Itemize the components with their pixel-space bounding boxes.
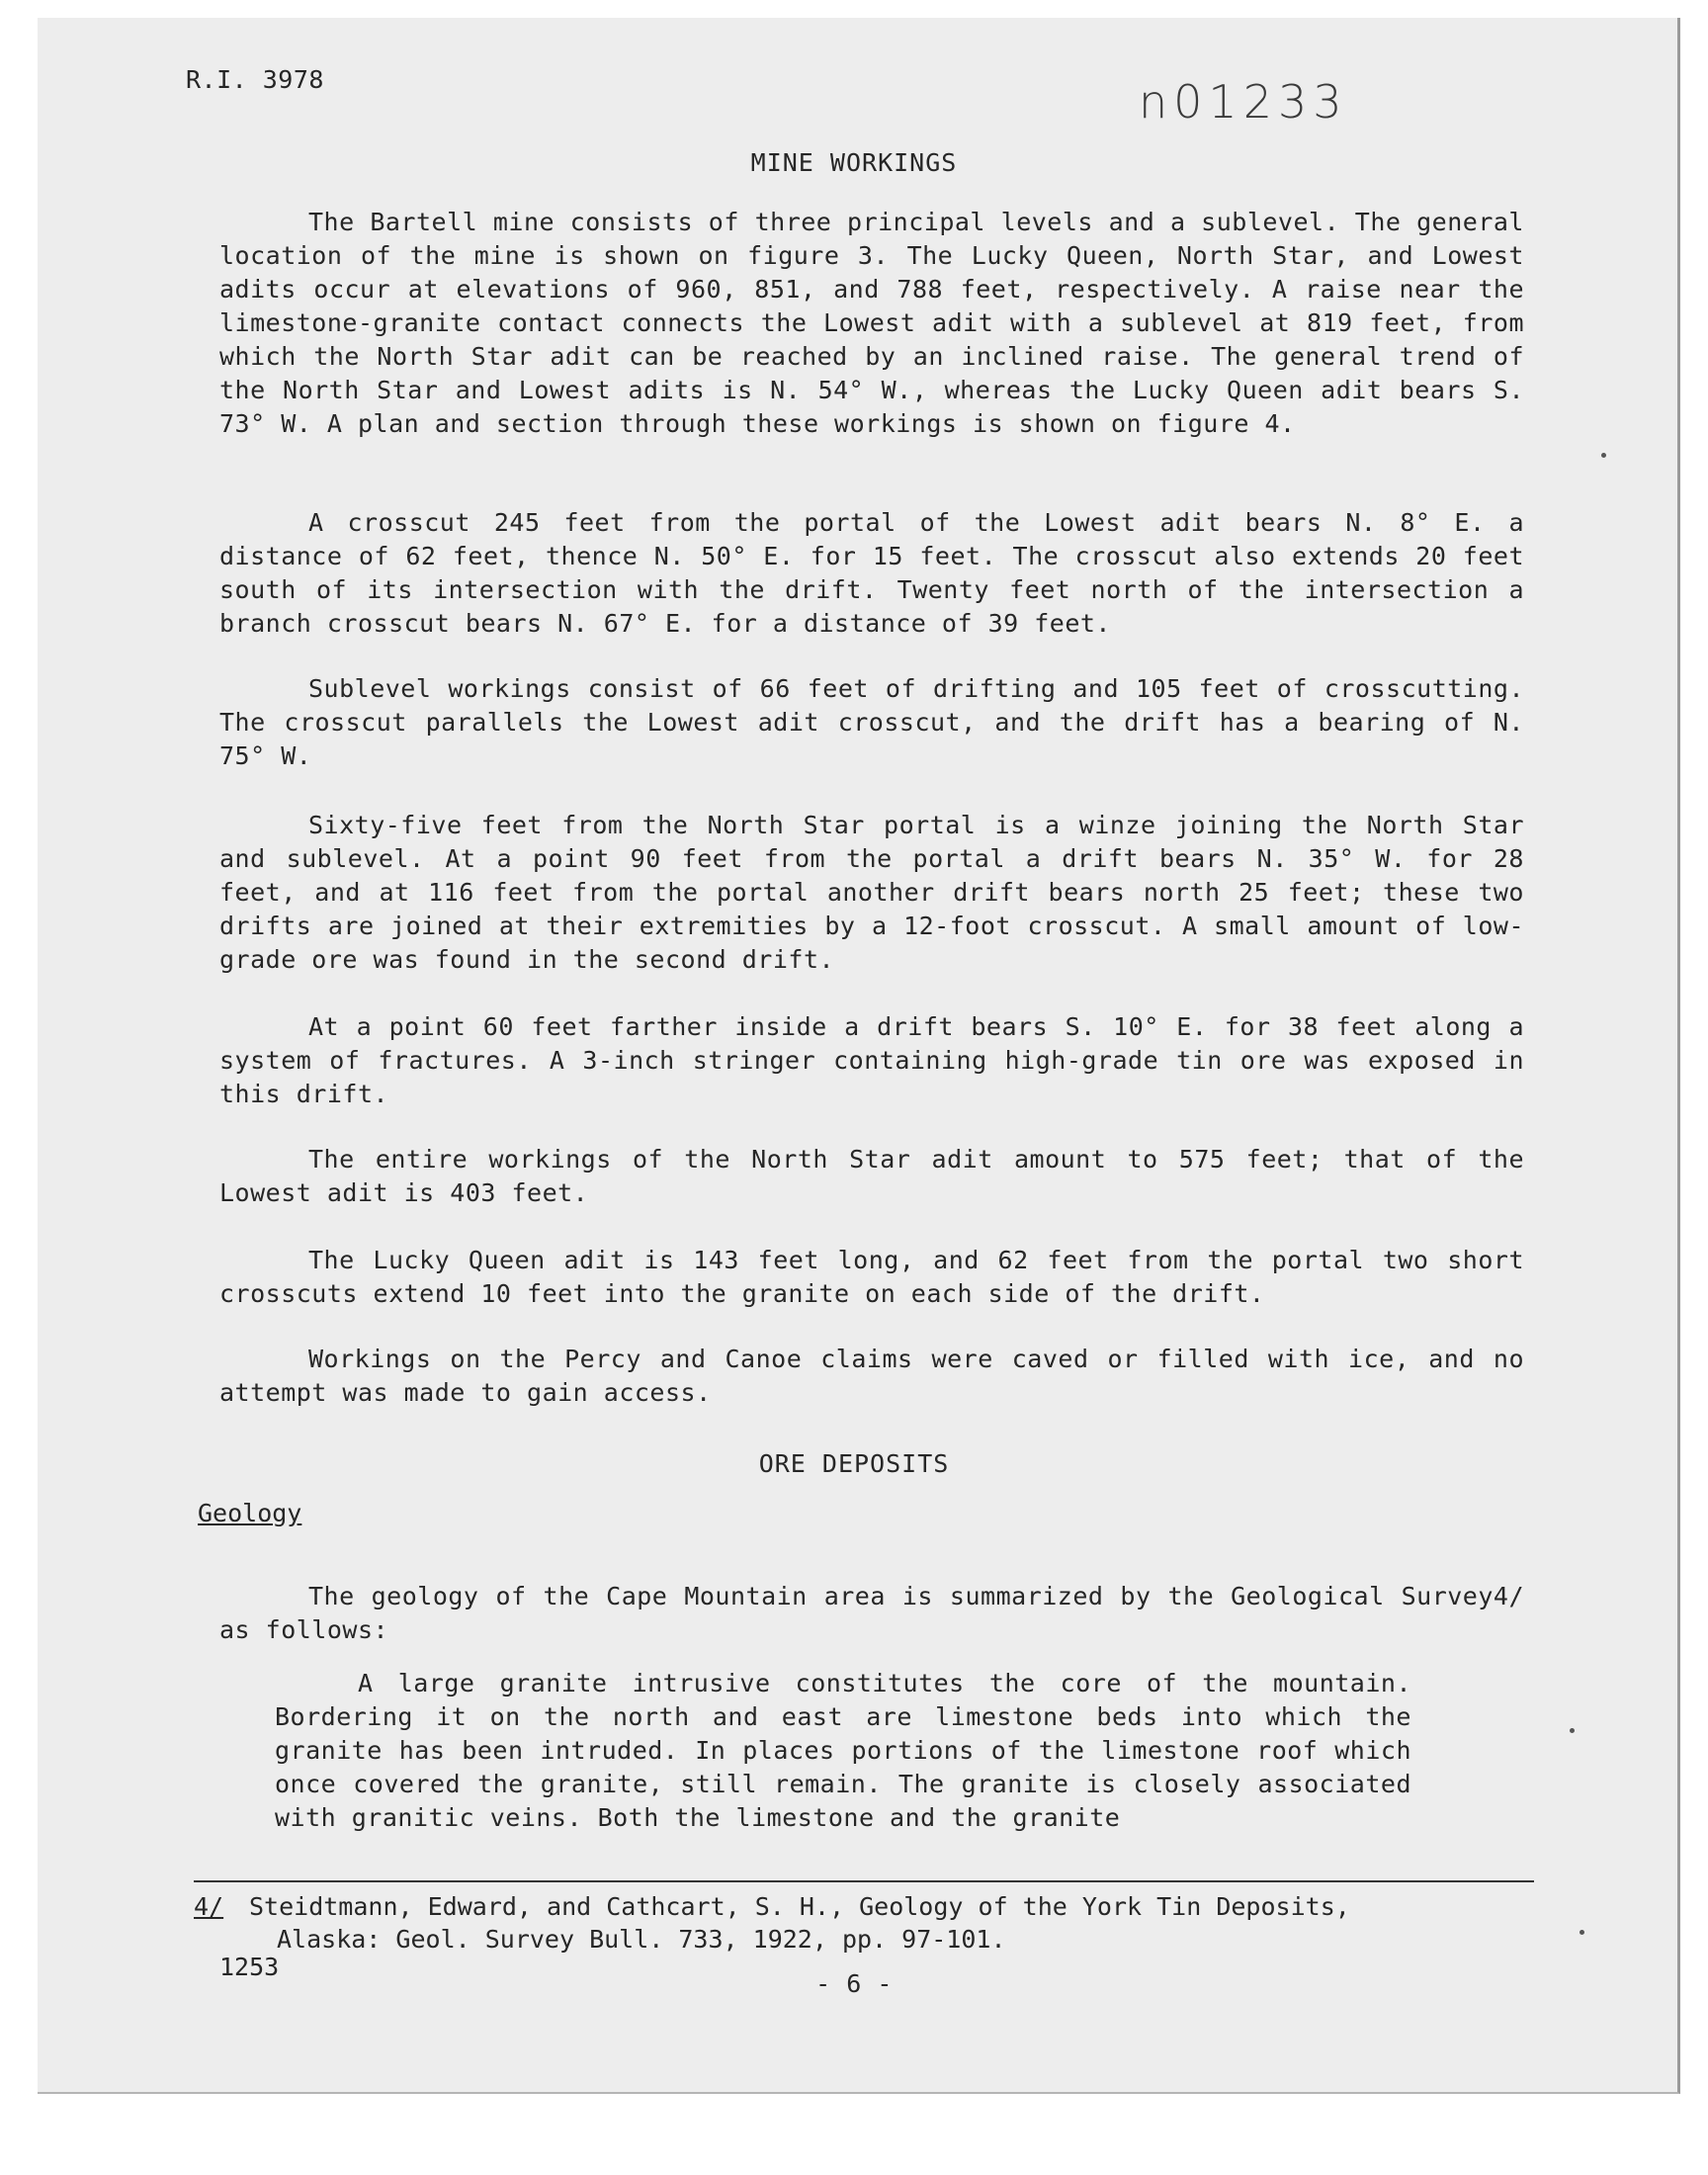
scan-speck <box>1570 1728 1575 1733</box>
paragraph-geology-intro: The geology of the Cape Mountain area is summarized by the Geological Survey4/ as follows: <box>219 1582 1524 1644</box>
paragraph-percy-canoe: Workings on the Percy and Canoe claims were caved or filled with ice, and no attempt was made to gain access. <box>219 1345 1524 1407</box>
paragraph-lucky-queen: The Lucky Queen adit is 143 feet long, and 62 feet from the portal two short crosscuts extend 10 feet into the granite on each side of the drift. <box>219 1246 1524 1308</box>
footnote-citation-line-2: Alaska: Geol. Survey Bull. 733, 1922, pp. 97-101. <box>277 1925 1006 1954</box>
section-title-ore-deposits: ORE DEPOSITS <box>758 1449 950 1478</box>
paragraph-north-star: Sixty-five feet from the North Star portal is a winze joining the North Star and sublevel. At a point 90 feet from the portal a drift bears N. 35° W. for 28 feet, and at 116 feet from the portal another drift bears north 25 feet; these two drifts are joined at their extremities by a 12-foot crosscut. A small amount of low-grade ore was found in the second drift. <box>219 811 1524 974</box>
footnote-divider <box>194 1880 1534 1882</box>
paragraph-crosscut: A crosscut 245 feet from the portal of the Lowest adit bears N. 8° E. a distance of 62 feet, thence N. 50° E. for 15 feet. The crosscut also extends 20 feet south of its intersection with the drift. Twenty feet north of the intersection a branch crosscut bears N. 67° E. for a distance of 39 feet. <box>219 508 1524 638</box>
paragraph-total-workings: The entire workings of the North Star adit amount to 575 feet; that of the Lowest adit is 403 feet. <box>219 1145 1524 1207</box>
paragraph-sublevel: Sublevel workings consist of 66 feet of drifting and 105 feet of crosscutting. The crosscut parallels the Lowest adit crosscut, and the drift has a bearing of N. 75° W. <box>219 674 1524 770</box>
footnote-citation-line-1: Steidtmann, Edward, and Cathcart, S. H., Geology of the York Tin Deposits, <box>249 1892 1350 1921</box>
quoted-geology-summary: A large granite intrusive constitutes the core of the mountain. Bordering it on the north and east are limestone beds into which the granite has been intruded. In places portions of the limestone roof which once covered the granite, still remain. The granite is closely associated with granitic veins. Both the limestone and the granite <box>275 1669 1411 1832</box>
scan-speck <box>1601 453 1606 458</box>
stamp-number: n01233 <box>1139 75 1348 129</box>
subheading-geology: Geology <box>198 1499 302 1527</box>
paragraph-mine-overview: The Bartell mine consists of three principal levels and a sublevel. The general location of the mine is shown on figure 3. The Lucky Queen, North Star, and Lowest adits occur at elevations of 960, 851, and 788 feet, respectively. A raise near the limestone-granite contact connects the Lowest adit with a sublevel at 819 feet, from which the North Star adit can be reached by an inclined raise. The general trend of the North Star and Lowest adits is N. 54° W., whereas the Lucky Queen adit bears S. 73° W. A plan and section through these workings is shown on figure 4. <box>219 208 1524 438</box>
footnote <box>194 1890 1534 1956</box>
scan-margin <box>0 2101 1708 2175</box>
paragraph-drift-fractures: At a point 60 feet farther inside a drift bears S. 10° E. for 38 feet along a system of fractures. A 3-inch stringer containing high-grade tin ore was exposed in this drift. <box>219 1012 1524 1108</box>
page-code: 1253 <box>219 1953 280 1981</box>
footnote-marker: 4/ <box>194 1892 224 1921</box>
scan-speck <box>1580 1930 1584 1935</box>
section-title-mine-workings: MINE WORKINGS <box>750 148 958 177</box>
page-number: - 6 - <box>815 1969 893 1998</box>
report-id: R.I. 3978 <box>186 65 324 94</box>
